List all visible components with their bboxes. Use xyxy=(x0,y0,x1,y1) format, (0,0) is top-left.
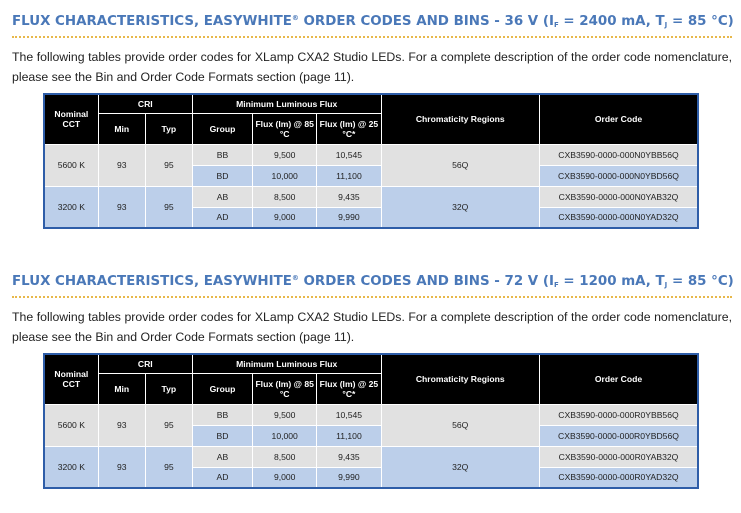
flux85-cell: 9,000 xyxy=(253,207,317,228)
cct-cell: 3200 K xyxy=(44,446,98,488)
order-code-cell: CXB3590-0000-000N0YBB56Q xyxy=(539,144,698,165)
order-code-cell: CXB3590-0000-000N0YAB32Q xyxy=(539,186,698,207)
flux25-cell: 9,990 xyxy=(317,207,381,228)
flux85-cell: 10,000 xyxy=(253,165,317,186)
flux25-cell: 11,100 xyxy=(317,425,381,446)
chromaticity-cell: 32Q xyxy=(381,446,539,488)
table-row xyxy=(44,404,698,425)
order-code-cell: CXB3590-0000-000N0YAD32Q xyxy=(539,207,698,228)
flux85-cell: 8,500 xyxy=(253,446,317,467)
flux85-cell: 9,000 xyxy=(253,467,317,488)
header-flux-25: Flux (lm) @ 25 °C* xyxy=(317,113,381,144)
cri-typ-cell: 95 xyxy=(145,404,192,446)
group-cell: BD xyxy=(192,165,252,186)
group-cell: AB xyxy=(192,186,252,207)
group-cell: AB xyxy=(192,446,252,467)
section-36v xyxy=(12,9,732,87)
header-chromaticity: Chromaticity Regions xyxy=(381,94,539,144)
chromaticity-cell: 56Q xyxy=(381,404,539,446)
header-flux-25: Flux (lm) @ 25 °C* xyxy=(317,373,381,404)
order-code-cell: CXB3590-0000-000R0YAB32Q xyxy=(539,446,698,467)
flux85-cell: 9,500 xyxy=(253,404,317,425)
header-order-code: Order Code xyxy=(539,354,698,404)
flux25-cell: 10,545 xyxy=(317,144,381,165)
header-min-luminous-flux: Minimum Luminous Flux xyxy=(192,354,381,373)
flux85-cell: 10,000 xyxy=(253,425,317,446)
section-heading: FLUX CHARACTERISTICS, EASYWHITE® ORDER CODES AND BINS - 36 V ($I_F = 2400$ mA, $T_J = 85$ °C) xyxy=(12,14,734,29)
table-row xyxy=(44,144,698,165)
intro-paragraph: The following tables provide order codes for XLamp CXA2 Studio LEDs. For a complete description of the order code nomenclature, please see the Bin and Order Code Formats section (page 11). xyxy=(12,310,732,344)
flux25-cell: 11,100 xyxy=(317,165,381,186)
header-nominal-cct: Nominal CCT xyxy=(44,94,98,144)
header-nominal-cct: Nominal CCT xyxy=(44,354,98,404)
cct-cell: 5600 K xyxy=(44,144,98,186)
order-code-table-36v xyxy=(43,93,699,229)
section-72v xyxy=(12,269,732,347)
flux25-cell: 9,435 xyxy=(317,186,381,207)
order-code-cell: CXB3590-0000-000R0YBB56Q xyxy=(539,404,698,425)
flux85-cell: 8,500 xyxy=(253,186,317,207)
cct-cell: 5600 K xyxy=(44,404,98,446)
group-cell: BB xyxy=(192,144,252,165)
chromaticity-cell: 56Q xyxy=(381,144,539,186)
header-typ: Typ xyxy=(145,373,192,404)
header-typ: Typ xyxy=(145,113,192,144)
header-group: Group xyxy=(192,113,252,144)
cri-typ-cell: 95 xyxy=(145,446,192,488)
group-cell: AD xyxy=(192,207,252,228)
table-row xyxy=(44,186,698,207)
cct-cell: 3200 K xyxy=(44,186,98,228)
header-flux-85: Flux (lm) @ 85 °C xyxy=(253,373,317,404)
header-min-luminous-flux: Minimum Luminous Flux xyxy=(192,94,381,113)
chromaticity-cell: 32Q xyxy=(381,186,539,228)
flux25-cell: 10,545 xyxy=(317,404,381,425)
section-heading: FLUX CHARACTERISTICS, EASYWHITE® ORDER CODES AND BINS - 72 V ($I_F = 1200$ mA, $T_J = 85$ °C) xyxy=(12,274,734,289)
header-order-code: Order Code xyxy=(539,94,698,144)
table-row xyxy=(44,446,698,467)
cri-typ-cell: 95 xyxy=(145,144,192,186)
flux85-cell: 9,500 xyxy=(253,144,317,165)
cri-min-cell: 93 xyxy=(98,144,145,186)
cri-min-cell: 93 xyxy=(98,186,145,228)
order-code-cell: CXB3590-0000-000R0YBD56Q xyxy=(539,425,698,446)
header-group: Group xyxy=(192,373,252,404)
order-code-cell: CXB3590-0000-000R0YAD32Q xyxy=(539,467,698,488)
header-cri: CRI xyxy=(98,354,192,373)
cri-typ-cell: 95 xyxy=(145,186,192,228)
header-chromaticity: Chromaticity Regions xyxy=(381,354,539,404)
dotted-rule xyxy=(12,296,732,298)
flux25-cell: 9,990 xyxy=(317,467,381,488)
order-code-cell: CXB3590-0000-000N0YBD56Q xyxy=(539,165,698,186)
header-min: Min xyxy=(98,373,145,404)
flux25-cell: 9,435 xyxy=(317,446,381,467)
group-cell: BB xyxy=(192,404,252,425)
dotted-rule xyxy=(12,36,732,38)
header-cri: CRI xyxy=(98,94,192,113)
group-cell: AD xyxy=(192,467,252,488)
intro-paragraph: The following tables provide order codes for XLamp CXA2 Studio LEDs. For a complete description of the order code nomenclature, please see the Bin and Order Code Formats section (page 11). xyxy=(12,50,732,84)
cri-min-cell: 93 xyxy=(98,446,145,488)
header-min: Min xyxy=(98,113,145,144)
header-flux-85: Flux (lm) @ 85 °C xyxy=(253,113,317,144)
order-code-table-72v xyxy=(43,353,699,489)
cri-min-cell: 93 xyxy=(98,404,145,446)
group-cell: BD xyxy=(192,425,252,446)
